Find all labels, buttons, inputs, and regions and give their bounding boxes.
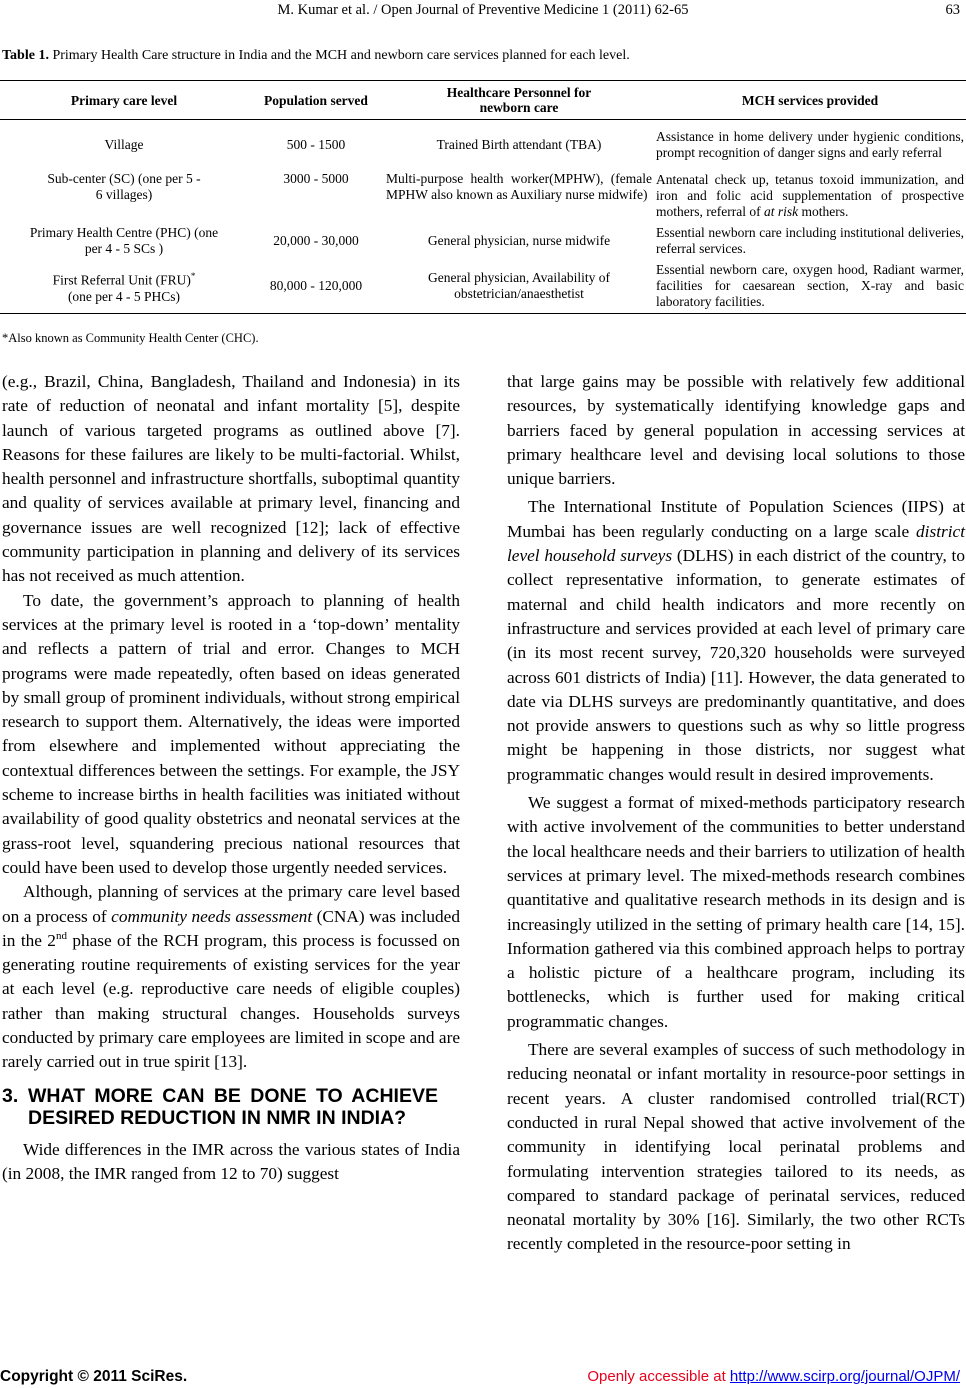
cell-level: Village (104, 136, 144, 152)
paragraph: (e.g., Brazil, China, Bangladesh, Thailand and Indonesia) in its rate of reduction of neonatal and infant mortality [5], despite launch of various targeted programs as outlined above [7]. Reasons for these failures are likely to be multi-factorial. Whilst, health personnel and infrastructure shortfalls, suboptimal quantity and quality of services available at primary level, financing and governance issues are well recognized [12]; lack of effective community participation in planning and delivery of its services has not received as much attention. (2, 372, 460, 586)
cell-pop: 20,000 - 30,000 (273, 232, 359, 248)
paragraph: To date, the government’s approach to planning of health services at the primary level is rooted in a ‘top-down’ mentality and reflects a pattern of trial and error. Changes to MCH programs were made repeatedly, often based on ideas generated by small group of prominent individuals, without strong empirical research to support them. Alternatively, the ideas were imported from elsewhere and implemented without appreciating the contextual differences between the settings. For example, the JSY scheme to increase births in health facilities was initiated without availability of good quality obstetrics and neonatal services at the grass-root level, squandering precious national resources that could have been used to develop those urgently needed services. (2, 590, 460, 877)
cell-services: Assistance in home delivery under hygienic conditions, prompt recognition of danger signs and early referral (656, 128, 964, 160)
col-header: MCH services provided (654, 81, 966, 120)
paragraph: Wide differences in the IMR across the various states of India (in 2008, the IMR ranged from 12 to 70) suggest (2, 1139, 460, 1183)
table-row (0, 120, 966, 170)
table-row (0, 222, 966, 260)
cell-services: Essential newborn care including institutional deliveries, referral services. (656, 224, 964, 256)
cell-personnel: General physician, Availability of obstetrician/anaesthetist (384, 260, 654, 314)
cell-personnel: General physician, nurse midwife (427, 232, 611, 248)
text-run: (DLHS) in each district of the country, to collect representative information, to generate estimates of maternal and child health indicators and more recently on infrastructure and services provided at each level of primary care (in its most recent survey, 720,320 households were surveyed across 601 districts of India) [11]. However, the data generated to date via DLHS surveys are predominantly quantitative, and does not provide answers to questions such as why so little progress might be happening in those districts, nor suggest what programmatic changes would result in desired improvements. (507, 546, 965, 784)
superscript: nd (55, 930, 67, 943)
page-number: 63 (945, 2, 960, 18)
access-text: Openly accessible at (587, 1368, 730, 1385)
table-caption (2, 48, 630, 64)
emphasis: community needs assessment (111, 906, 313, 926)
section-title: WHAT MORE CAN BE DONE TO ACHIEVE DESIRED REDUCTION IN NMR IN INDIA? (28, 1084, 438, 1129)
paragraph: There are several examples of success of such methodology in reducing neonatal or infant mortality in resource-poor settings in recent years. A cluster randomised controlled trial(RCT) conducted in rural Nepal showed that active involvement of the community in identifying local perinatal problems and formulating intervention strategies tailored to its needs, as compared to standard package of perinatal services, reduced neonatal mortality by 30% [16]. Similarly, the two other RCTs recently completed in the resource-poor setting in (507, 1040, 965, 1254)
cell-personnel: Multi-purpose health worker(MPHW), (female MPHW also known as Auxiliary nurse midwife) (386, 170, 652, 202)
cell-level (0, 222, 248, 260)
paragraph: that large gains may be possible with relatively few additional resources, by systematically identifying knowledge gaps and barriers faced by general population in accessing services at primary healthcare level and devising local solutions to those unique barriers. (507, 372, 965, 489)
cell-pop: 3000 - 5000 (283, 170, 349, 186)
emphasis: district level household surveys (507, 521, 965, 566)
table-footnote: *Also known as Community Health Center (CHC). (2, 331, 259, 345)
table-label: Table 1. (2, 48, 49, 63)
cell-services: Antenatal check up, tetanus toxoid immunization, and iron and folic acid supplementation of prospective mothers, referral of at risk mothers. (656, 171, 964, 219)
text-run: phase of the RCH program, this process is focussed on generating routine requirements of existing services for the year at each level (e.g. reproductive care needs of eligible couples) rather than making structural changes. Households surveys conducted by primary care employees are limited in scope and are rarely carried out in true spirit [13]. (2, 930, 460, 1072)
journal-link[interactable]: http://www.scirp.org/journal/OJPM/ (729, 1368, 960, 1385)
cell-level-text: Primary Health Centre (PHC) (one per 4 - 5 SCs ) (29, 224, 219, 256)
table-row (0, 170, 966, 222)
col-header: Primary care level (0, 81, 248, 120)
cell-services: Essential newborn care, oxygen hood, Radiant warmer, facilities for caesarean section, X-ray and basic laboratory facilities. (654, 260, 966, 314)
cell-level (0, 170, 248, 222)
cell-level: First Referral Unit (FRU)* (one per 4 - 5 PHCs) (0, 260, 248, 314)
cell-level-text: Sub-center (SC) (one per 5 - 6 villages) (47, 170, 201, 202)
copyright: Copyright © 2011 SciRes. (0, 1368, 188, 1385)
col-header-text: Healthcare Personnel for newborn care (446, 85, 592, 115)
table-row (0, 260, 966, 314)
section-number: 3. (2, 1084, 19, 1107)
left-column (2, 370, 460, 1186)
col-header (384, 81, 654, 120)
running-header: M. Kumar et al. / Open Journal of Preventive Medicine 1 (2011) 62-65 (277, 2, 689, 18)
col-header: Population served (248, 81, 384, 120)
right-column (507, 370, 965, 1257)
table-caption-text: Primary Health Care structure in India and the MCH and newborn care services planned for each level. (52, 48, 630, 63)
paragraph: We suggest a format of mixed-methods participatory research with active involvement of the communities to better understand the local healthcare needs and their barriers to utilization of health services at primary level. The mixed-methods research combines quantitative and qualitative research methods in its design and is increasingly utilized in the setting of primary health care [14, 15]. Information gathered via this combined approach helps to portray a holistic picture of a healthcare program, including its bottlenecks, which is further used for making critical programmatic changes. (507, 793, 965, 1031)
table-header-row (0, 81, 966, 120)
paragraph (2, 880, 460, 1074)
cell-pop: 500 - 1500 (286, 136, 346, 152)
paragraph (507, 495, 965, 787)
section-heading (2, 1085, 460, 1129)
text-run: (CNA) was included in the 2 (2, 906, 460, 950)
cell-pop: 80,000 - 120,000 (248, 260, 384, 314)
text-run: Although, planning of services at the primary care level based on a process of (2, 882, 460, 926)
primary-care-table (0, 80, 966, 314)
text-run: The International Institute of Population Sciences (IIPS) at Mumbai has been regularly conducting on a large scale (507, 497, 965, 541)
cell-personnel: Trained Birth attendant (TBA) (436, 136, 602, 152)
open-access-notice (587, 1368, 960, 1385)
